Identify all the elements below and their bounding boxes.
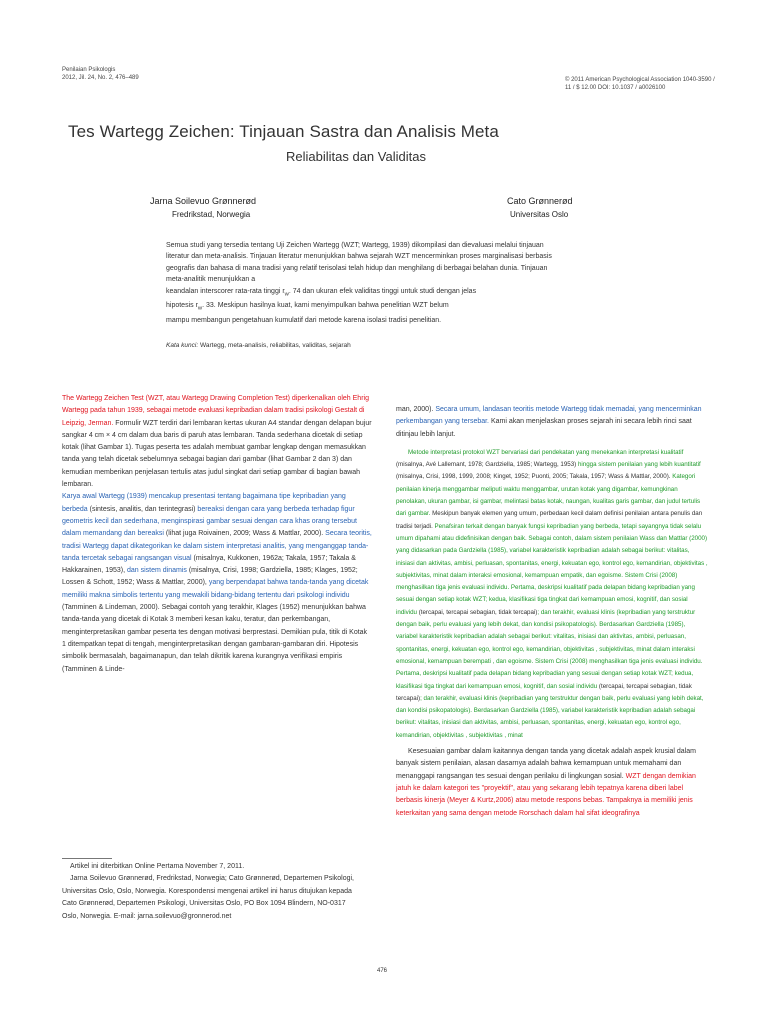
abstract-text: . 33. Meskipun hasilnya kuat, kami menyimpulkan bahwa penelitian WZT belum: [202, 302, 449, 310]
author-affiliation-1: Fredrikstad, Norwegia: [172, 210, 251, 219]
paragraph-methods: [396, 447, 708, 742]
page-number: 476: [377, 968, 388, 974]
body-text: (misalnya, Crisi, 1998, 1999, 2008; Kinget, 1952; Puonti, 2005; Takala, 1957; Wass & Mattlar, 2000).: [396, 473, 673, 481]
journal-volume: 2012, Jil. 24, No. 2, 476–489: [62, 75, 139, 81]
abstract-subscript: w: [197, 305, 203, 312]
paragraph-continued: [396, 404, 708, 441]
author-affiliation-2: Universitas Oslo: [510, 210, 569, 219]
paragraph-theory: [62, 491, 372, 675]
footnote-published: Artikel ini diterbitkan Online Pertama November 7, 2011.: [70, 863, 245, 870]
keywords-text: Wartegg, meta-analisis, reliabilitas, validitas, sejarah: [199, 342, 351, 349]
highlight-green: ; dan terakhir, evaluasi klinis (kepribadian yang terstruktur dengan baik, perlu evaluasi yang lebih dekat, dan kondisi psikopatologis). Berdasarkan Gardziella (1985), variabel karakteristik kepribadian adalah sebagai berikut: vitalitas, inisiasi dan aktivitas, ambisi, perluasan, spontanitas, energi, kekuatan ego, kontrol ego, kemandirian, objektivitas , subjektivitas, minat dalam interaksi emosional, kemampuan berempati , dan egoisme. Sistem Crisi (2008) menghasilkan tiga jenis evaluasi individu. Pertama, deskripsi kualitatif pada delapan bidang kepribadian yang sesuai dengan setiap kotak WZT; kedua, klasifikasi tiga tingkat dari kemampuan emosi, kognitif, dan sosial individu: [396, 608, 703, 690]
footnote-correspondence: Jarna Soilevuo Grønnerød, Fredrikstad, Norwegia; Cato Grønnerød, Departemen Psikologi, Universitas Oslo, Oslo, Norwegia. Korespondensi mengenai artikel ini harus ditujukan kepada Cato Grønnerød, Departemen Psikologi, Universitas Oslo, PO Box 1094 Blindern, NO-0317 Oslo, Norwegia. E-mail: jarna.soilevuo@gronnerod.net: [62, 875, 355, 920]
highlight-blue: yang berpendapat bahwa tanda-tanda yang dicetak memiliki makna simbolis tertentu yang mewakili bidang-bidang tertentu dari psikologi individu: [62, 579, 369, 599]
highlight-blue: Karya awal Wartegg (1939) mencakup presentasi tentang bagaimana tipe kepribadian yang berbeda: [62, 493, 346, 513]
doi-line: 11 / $ 12.00 DOI: 10.1037 / a0026100: [565, 85, 666, 91]
highlight-green: Metode interpretasi protokol WZT bervariasi dari pendekatan yang menekankan interpretasi kualitatif: [408, 448, 684, 456]
paragraph-intro: [62, 393, 372, 491]
abstract-para-2: [166, 286, 566, 301]
right-column: [396, 404, 708, 820]
footnote: [62, 858, 362, 923]
highlight-green: Penafsiran terkait dengan banyak fungsi kepribadian yang berbeda, tetapi sayangnya tidak selalu umum dipahami atau didefinisikan dengan baik. Sebagai contoh, dalam sistem penilaian Wass dan Mattlar (2000) yang didasarkan pada Gardziella (1985), variabel karakteristik kepribadian adalah sebagai berikut: vitalitas, inisiasi dan aktivitas, ambisi, perluasan, spontanitas, energi, kekuatan ego, kontrol ego, kemandirian, objektivitas , subjektivitas, minat dalam interaksi emosional, kemampuan empatik, dan egoisme. Sistem Crisi (2008) menghasilkan tiga jenis evaluasi individu. Pertama, deskripsi kualitatif pada delapan bidang kepribadian yang sesuai dengan setiap kotak WZT; kedua, klasifikasi tiga tingkat dari kemampuan emosi, kognitif, dan sosial individu: [396, 522, 708, 616]
left-column: [62, 393, 372, 676]
highlight-green: hingga sistem penilaian yang lebih kuantitatif: [577, 461, 701, 469]
body-text: (misalnya, Kukkonen, 1962a; Takala, 1957; Takala & Hakkarainen, 1953),: [62, 554, 356, 575]
body-text: (misalnya, Crisi, 1998; Gardziella, 1985; Klages, 1952; Lossen & Schott, 1952; Wass & Mattlar, 2000),: [62, 567, 358, 587]
highlight-green: Kategori penilaian kinerja menggambar meliputi waktu menggambar, urutan kotak yang digambar, kemungkinan penolakan, ukuran gambar, isi gambar, melintasi batas kotak, naungan, kualitas garis gambar, dan judul tertulis dari gambar.: [396, 473, 701, 518]
journal-name: Penilaian Psikologis: [62, 67, 116, 73]
body-text: Kesesuaian gambar dalam kaitannya dengan tanda yang dicetak adalah aspek krusial dalam banyak sistem penilaian, alasan dasarnya adalah bahwa kemampuan untuk memahami dan menanggapi rangsangan tes sesuai dengan perilaku di lingkungan sosial.: [396, 748, 696, 780]
body-text: Meskipun banyak elemen yang umum, perbedaan kecil dalam definisi penilaian antara penulis dan tradisi terjadi.: [396, 510, 703, 530]
keywords: [166, 342, 566, 349]
body-text: man, 2000).: [396, 406, 436, 413]
article-title: Tes Wartegg Zeichen: Tinjauan Sastra dan Analisis Meta: [68, 122, 499, 141]
article-subtitle: Reliabilitas dan Validitas: [286, 149, 426, 164]
body-text: (tercapai, tercapai sebagian, tidak tercapai): [416, 608, 538, 616]
abstract-para-4: mampu membangun pengetahuan kumulatif dari metode karena isolasi tradisi penelitian.: [166, 317, 442, 325]
highlight-red: The Wartegg Zeichen Test (WZT, atau Wartegg Drawing Completion Test) diperkenalkan oleh Ehrig Wartegg pada tahun 1939, sebagai metode evaluasi kepribadian dalam tradisi psikologi Gestalt di Leipzig, Jerman.: [62, 395, 369, 427]
abstract-para-3: [166, 300, 566, 315]
copyright-line: © 2011 American Psychological Association 1040-3590 /: [565, 77, 715, 83]
journal-info: [62, 66, 139, 82]
author-name-1: Jarna Soilevuo Grønnerød: [150, 196, 257, 206]
copyright-info: [565, 76, 725, 92]
highlight-blue: Secara teoritis, tradisi Wartegg dapat dikategorikan ke dalam sistem interpretasi analitis, yang menganggap tanda-tanda tercetak sebagai rangsangan visual: [62, 530, 372, 562]
abstract-subscript: w: [284, 291, 289, 298]
highlight-blue: Secara umum, landasan teoritis metode Wartegg tidak memadai, yang mencerminkan perkembangan yang tersebar.: [396, 406, 702, 426]
abstract-text: keandalan interscorer rata-rata tinggi r: [166, 287, 285, 295]
highlight-green: ; dan terakhir, evaluasi klinis (kepribadian yang terstruktur dengan baik, perlu evaluasi yang lebih dekat, dan kondisi psikopatologis). Berdasarkan Gardziella (1985), variabel karakteristik kepribadian adalah sebagai berikut: vitalitas, inisiasi dan aktivitas, ambisi, perluasan, spontanitas, energi, kekuatan ego, kontrol ego, kemandirian, objektivitas , subjektivitas , minat: [396, 694, 704, 739]
abstract-para-1: Semua studi yang tersedia tentang Uji Zeichen Wartegg (WZT; Wartegg, 1939) dikompilasi dan dievaluasi melalui tinjauan literatur dan meta-analisis. Tinjauan literatur menunjukkan bahwa sejarah WZT mencerminkan proses marginalisasi berbasis geografis dan bahasa di mana tradisi yang relatif terisolasi telah hidup dan menghilang di berbagai belahan dunia. Tinjauan meta-analitik menunjukkan a: [166, 242, 552, 284]
body-text: (sintesis, analitis, dan terintegrasi): [87, 505, 198, 513]
body-text: (misalnya, Avé Lallemant, 1978; Gardziella, 1985; Wartegg, 1953): [396, 461, 578, 469]
body-text: Kami akan menjelaskan proses sejarah ini secara lebih rinci saat ditinjau lebih lanjut.: [396, 418, 692, 438]
keywords-label: Kata kunci:: [166, 342, 199, 349]
abstract: [166, 240, 566, 327]
paragraph-projective: [396, 746, 708, 820]
body-text: (Tamminen & Lindeman, 2000). Sebagai contoh yang terakhir, Klages (1952) menunjukkan bahwa tanda-tanda yang dicetak di Kotak 3 memberi kesan kaku, teratur, dan perkembangan, menginterpretasikan gambar peserta tes dengan motivasi berprestasi. Demikian pula, titik di Kotak 1 ditempatkan tepat di tengah, menginterpretasikan dengan gambaran-gambaran diri. Hipotesis simbolik bermasalah, bagaimanapun, dan telah dikritik karena kurangnya verifikasi empiris (Tamminen & Linde-: [62, 604, 368, 673]
body-text: (tercapai, tercapai sebagian, tidak tercapai): [396, 682, 692, 702]
body-text: Formulir WZT terdiri dari lembaran kertas ukuran A4 standar dengan delapan bujur sangkar 4 cm × 4 cm dalam dua baris di paruh atas lembaran. Tanda sederhana dicetak di setiap kotak (lihat Gambar 1). Tugas peserta tes adalah membuat gambar lengkap dengan memasukkan tanda yang telah dicetak sebelumnya sebagai bagian dari gambar (lihat Gambar 2 dan 3) dan kemudian memberikan penjelasan tertulis atas judul singkat dari setiap gambar di bagian bawah lembaran.: [62, 419, 372, 489]
body-text: (lihat juga Roivainen, 2009; Wass & Mattlar, 2000).: [163, 530, 326, 538]
highlight-red: WZT dengan demikian jatuh ke dalam kategori tes "proyektif", atau yang sekarang lebih tepatnya karena diberi label berbasis kinerja (Meyer & Kurtz,2006) atau metode respons bebas. Tampaknya ia memiliki jenis keterkaitan yang sama dengan metode Rorschach dalam hal sifat ideografinya: [396, 772, 696, 817]
abstract-text: . 74 dan ukuran efek validitas tinggi untuk studi dengan jelas: [288, 287, 477, 295]
highlight-blue: bereaksi dengan cara yang berbeda terhadap figur geometris kecil dan sederhana, menginspirasi gambar sesuai dengan cara khas orang tersebut dalam memandang dan bereaksi: [62, 505, 357, 538]
author-name-2: Cato Grønnerød: [507, 196, 573, 206]
highlight-blue: dan sistem dinamis: [126, 567, 187, 575]
abstract-text: hipotesis r: [166, 302, 198, 310]
footnote-rule: [62, 858, 112, 859]
